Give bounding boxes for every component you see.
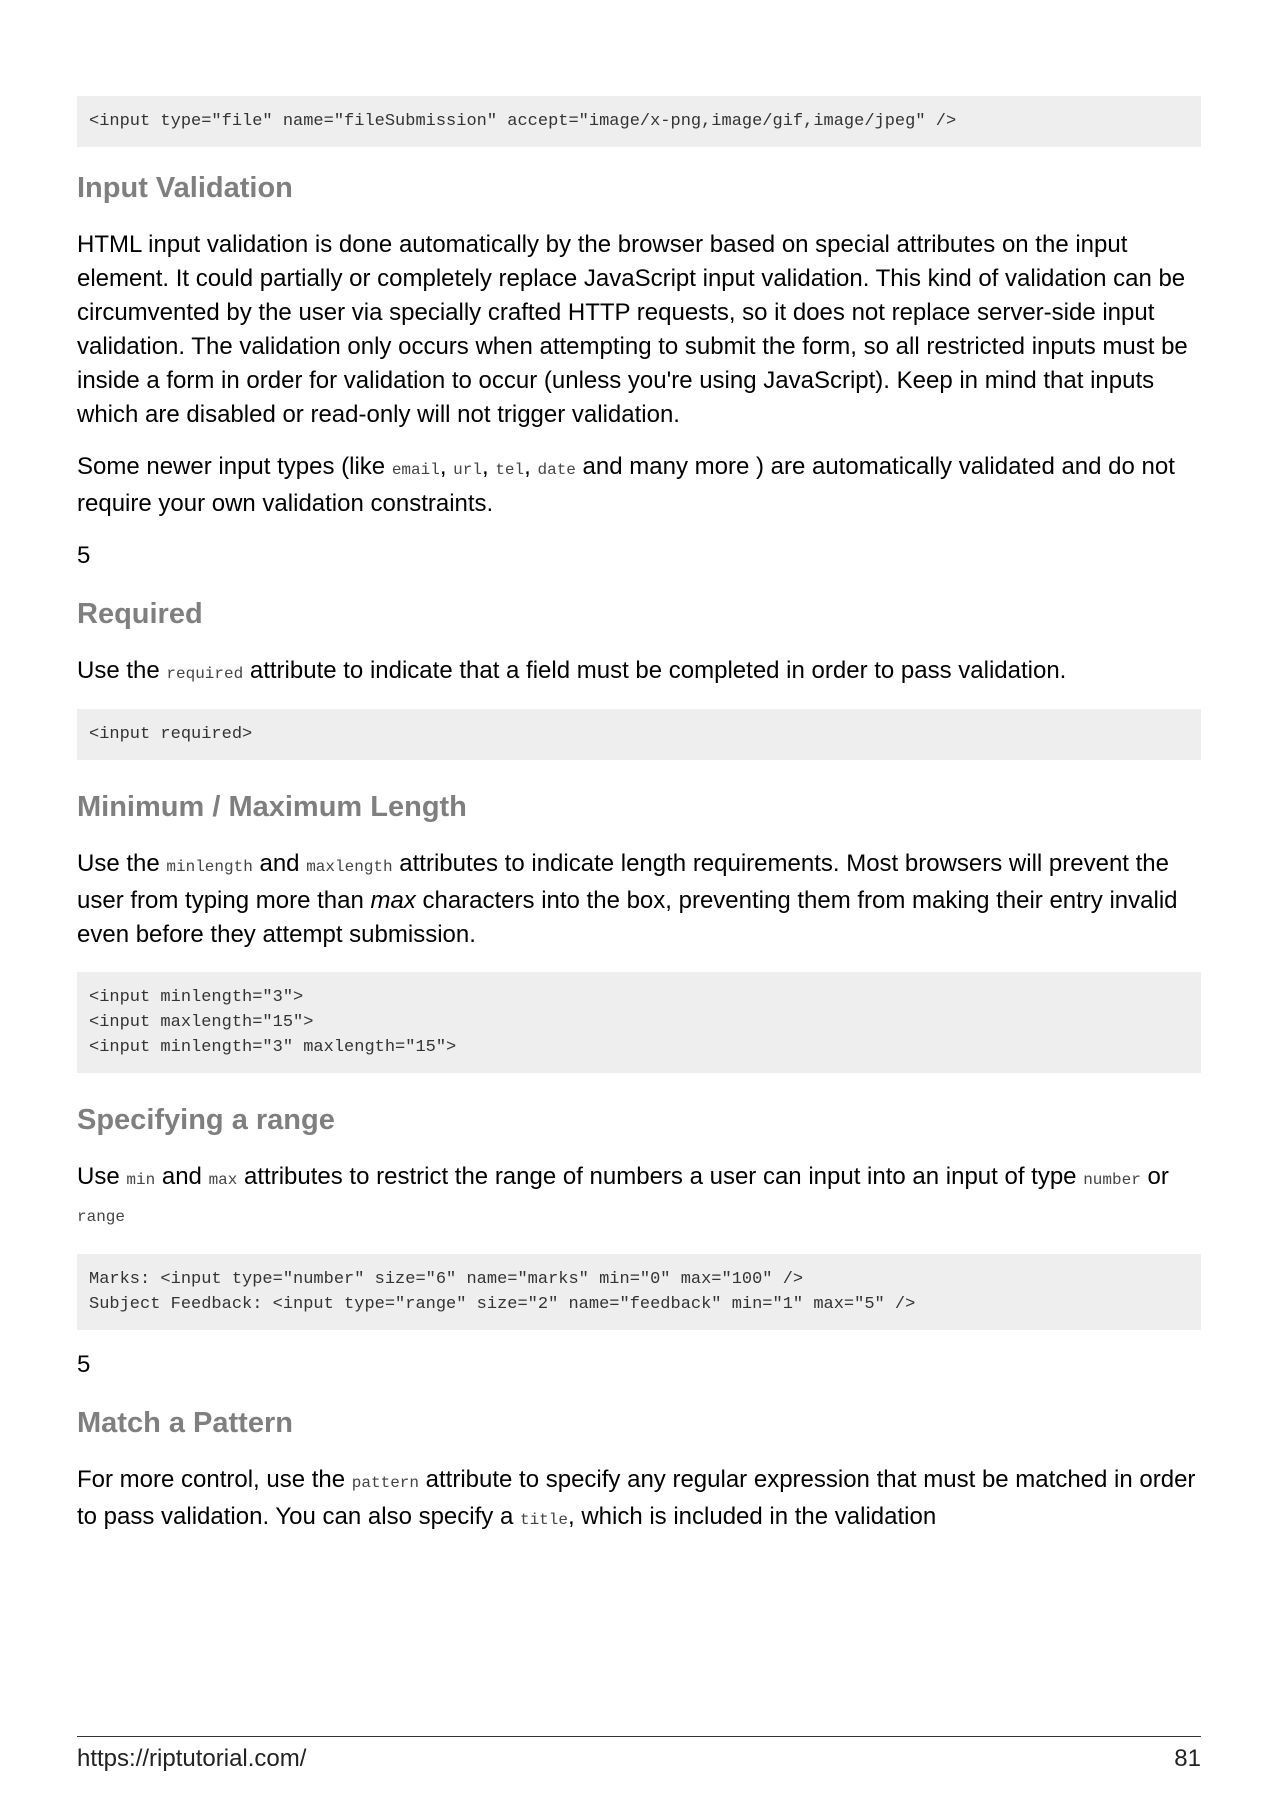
heading-specifying-range: Specifying a range bbox=[77, 1104, 335, 1136]
footnote-number: 5 bbox=[77, 1351, 91, 1378]
inline-code-date: date bbox=[537, 461, 576, 479]
paragraph-validation-intro: HTML input validation is done automatically by the browser based on special attributes on the input element. It could partially or completely replace JavaScript input validation. This kind of validation can be circumvented by the user via specially crafted HTTP requests, so it does not replace server-side input validation. The validation only occurs when attempting to submit the form, so all restricted inputs must be inside a form in order for validation to occur (unless you're using JavaScript). Keep in mind that inputs which are disabled or read-only will not trigger validation. bbox=[77, 231, 1188, 428]
paragraph-range: Use min and max attributes to restrict the range of numbers a user can input into an input of type number or range bbox=[77, 1163, 1169, 1226]
code-block-file-input: <input type="file" name="fileSubmission" accept="image/x-png,image/gif,image/jpeg" /> bbox=[77, 96, 1201, 147]
inline-code-title: title bbox=[519, 1511, 568, 1529]
code-block-range: Marks: <input type="number" size="6" name="marks" min="0" max="100" /> Subject Feedback: <input type="range" size="2" name="feedback" min="1" max="5" /> bbox=[77, 1254, 1201, 1330]
footer-url: https://riptutorial.com/ bbox=[77, 1745, 307, 1772]
paragraph-pattern: For more control, use the pattern attribute to specify any regular expression that must be matched in order to pass validation. You can also specify a title, which is included in the validation bbox=[77, 1466, 1196, 1530]
inline-code-min: min bbox=[126, 1171, 156, 1189]
paragraph-required: Use the required attribute to indicate that a field must be completed in order to pass validation. bbox=[77, 657, 1067, 684]
inline-code-url: url bbox=[453, 461, 482, 479]
inline-code-range: range bbox=[77, 1208, 126, 1226]
inline-code-email: email bbox=[391, 461, 440, 479]
code-block-min-max-length: <input minlength="3"> <input maxlength="15"> <input minlength="3" maxlength="15"> bbox=[77, 972, 1201, 1073]
page-number: 81 bbox=[1174, 1745, 1201, 1772]
paragraph-validation-types: Some newer input types (like email, url, tel, date and many more ) are automatically validated and do not require your own validation constraints. bbox=[77, 453, 1175, 517]
inline-code-number: number bbox=[1083, 1171, 1141, 1189]
inline-code-minlength: minlength bbox=[166, 858, 253, 876]
inline-code-max: max bbox=[208, 1171, 238, 1189]
heading-input-validation: Input Validation bbox=[77, 172, 293, 204]
page-content bbox=[77, 96, 1201, 1537]
heading-required: Required bbox=[77, 598, 203, 630]
code-block-required: <input required> bbox=[77, 709, 1201, 760]
inline-code-tel: tel bbox=[495, 461, 525, 479]
inline-code-maxlength: maxlength bbox=[306, 858, 393, 876]
page-footer bbox=[77, 1736, 1201, 1775]
paragraph-min-max-length: Use the minlength and maxlength attributes to indicate length requirements. Most browsers will prevent the user from typing more than max characters into the box, preventing them from making their entry invalid even before they attempt submission. bbox=[77, 850, 1178, 948]
footnote-number: 5 bbox=[77, 542, 91, 569]
heading-match-pattern: Match a Pattern bbox=[77, 1407, 293, 1439]
heading-min-max-length: Minimum / Maximum Length bbox=[77, 791, 467, 823]
inline-code-required: required bbox=[166, 665, 244, 683]
inline-code-pattern: pattern bbox=[351, 1474, 419, 1492]
